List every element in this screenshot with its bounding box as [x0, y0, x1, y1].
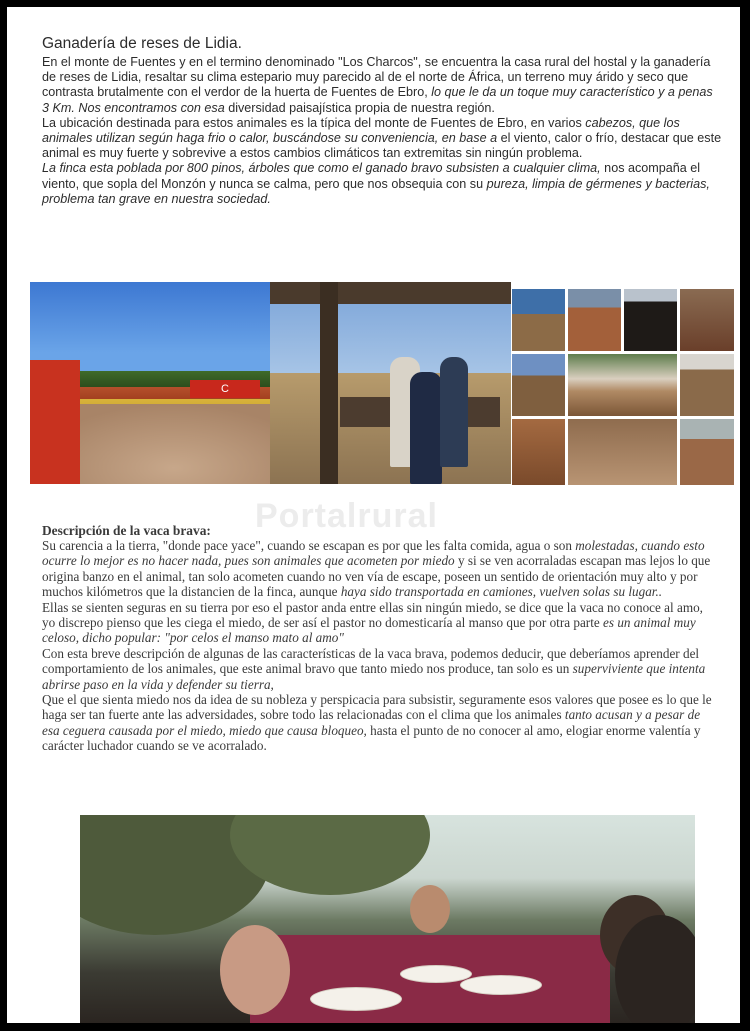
paragraph [42, 55, 722, 116]
cattle-photo [568, 289, 621, 351]
text-segment: nos acompaña el viento, que sopla del Monzón y nunca se calma, pero que nos obsequia con su [42, 161, 701, 191]
text-segment: La finca esta poblada por 800 pinos, árboles que como el ganado bravo subsisten a cualquier clima, [42, 161, 601, 176]
arena-door-sign: C [190, 380, 260, 398]
brochure-page [7, 7, 740, 1023]
plate [400, 965, 472, 983]
cattle-photo [680, 289, 734, 351]
section-body [42, 55, 722, 207]
vaca-brava-section [42, 523, 712, 754]
watermark: Portalrural [255, 497, 438, 535]
cattle-photo [680, 354, 734, 416]
text-segment: Que el que sienta miedo nos da idea de su nobleza y perspicacia para subsistir, seguramente esos valores que posee es lo que le haga ser tan fuerte ante las adversidades, sobre todo las relacionadas con el clima que los animales [42, 692, 712, 723]
text-segment: superviviente que intenta abrirse paso en la vida y defender su tierra, [42, 661, 706, 692]
text-segment: lo que le da un toque muy característico y a penas 3 Km. Nos encontramos con esa [42, 85, 713, 115]
description-title: Descripción de la vaca brava: [42, 523, 211, 538]
text-segment: es un animal muy celoso, dicho popular: "por celos el manso mato al amo" [42, 615, 696, 646]
text-segment: haya sido transportada en camiones, vuelven solas su lugar.. [340, 584, 663, 600]
outdoor-dinner-photo [80, 815, 695, 1023]
paragraph [42, 538, 712, 600]
person-figure [410, 372, 442, 484]
text-segment: el viento, calor o frío, destacar que este animal es muy fuerte y sobrevive a estos cambios climáticos tan extremitas sin ningún problema. [42, 131, 722, 161]
person-figure [440, 357, 468, 467]
text-segment: diversidad paisajística propia de nuestra región. [224, 100, 495, 115]
cattle-photo [568, 419, 677, 485]
cattle-photo [680, 419, 734, 485]
text-segment: tanto acusan y a pesar de esa ceguera causada por el miedo, miedo que causa bloqueo, [42, 707, 701, 738]
paragraph [42, 600, 712, 646]
plate [310, 987, 402, 1011]
diner [410, 885, 450, 933]
paragraph [42, 116, 722, 162]
cattle-photo [512, 289, 565, 351]
description-body [42, 538, 712, 754]
cattle-photo [568, 354, 677, 416]
barbecue-photo [270, 282, 511, 484]
text-segment: hasta el punto de no conocer al amo, elogiar enorme valentía y carácter luchador cuando se ve acorralado. [42, 722, 701, 754]
text-segment: pureza, limpia de gérmenes y bacterias, problema tan grave en nuestra sociedad. [42, 176, 710, 206]
text-segment: y si se ven acorraladas escapan mas lejos lo que origina banzo en el animal, tan solo acometen cuando no ven vía de escape, poseen un sentido de orientación muy alto y por muchos kilómetros que la distancien de la finca, aunque [42, 553, 711, 600]
section-title: Ganadería de reses de Lidia. [42, 35, 242, 52]
diner [220, 925, 290, 1015]
plate [460, 975, 542, 995]
cattle-photo [624, 289, 677, 351]
cattle-photo [512, 354, 565, 416]
text-segment: En el monte de Fuentes y en el termino denominado "Los Charcos", se encuentra la casa rural del hostal y la ganadería de reses de Lidia, resaltar su clima estepario muy parecido al de el norte de África, un terreno muy árido y seco que contrasta brutalmente con el verdor de la huerta de Fuentes de Ebro, [42, 55, 711, 100]
text-segment: La ubicación destinada para estos animales es la típica del monte de Fuentes de Ebro, en varios [42, 115, 586, 130]
text-segment: Su carencia a la tierra, "donde pace yace", cuando se escapan es por que les falta comida, agua o son [42, 538, 576, 553]
shelter-roof [270, 282, 511, 304]
text-segment: cabezos, que los animales utilizan según haga frio o calor, buscándose su conveniencia, en base a [42, 115, 680, 146]
shelter-post [320, 282, 338, 484]
cattle-photo-grid [512, 289, 734, 485]
ganaderia-section [42, 35, 722, 207]
arena-red-wall [30, 360, 80, 484]
paragraph [42, 161, 722, 207]
bullring-photo [30, 282, 270, 484]
text-segment: Ellas se sienten seguras en su tierra por eso el pastor anda entre ellas sin ningún miedo, se dice que la vaca no conoce al amo, yo discrepo pienso que les ciega el miedo, de ser así el pastor no domesticaría al manso que por otra parte [42, 599, 703, 631]
cattle-photo [512, 419, 565, 485]
text-segment: Con esta breve descripción de algunas de las características de la vaca brava, podemos deducir, que deberíamos aprender del comportamiento de los animales, que este animal bravo que tanto miedo nos produce, tan solo es un [42, 645, 700, 677]
paragraph [42, 692, 712, 754]
paragraph [42, 646, 712, 692]
text-segment: molestadas, cuando esto ocurre lo mejor es no hacer nada, pues son animales que acometen por miedo [42, 538, 705, 569]
